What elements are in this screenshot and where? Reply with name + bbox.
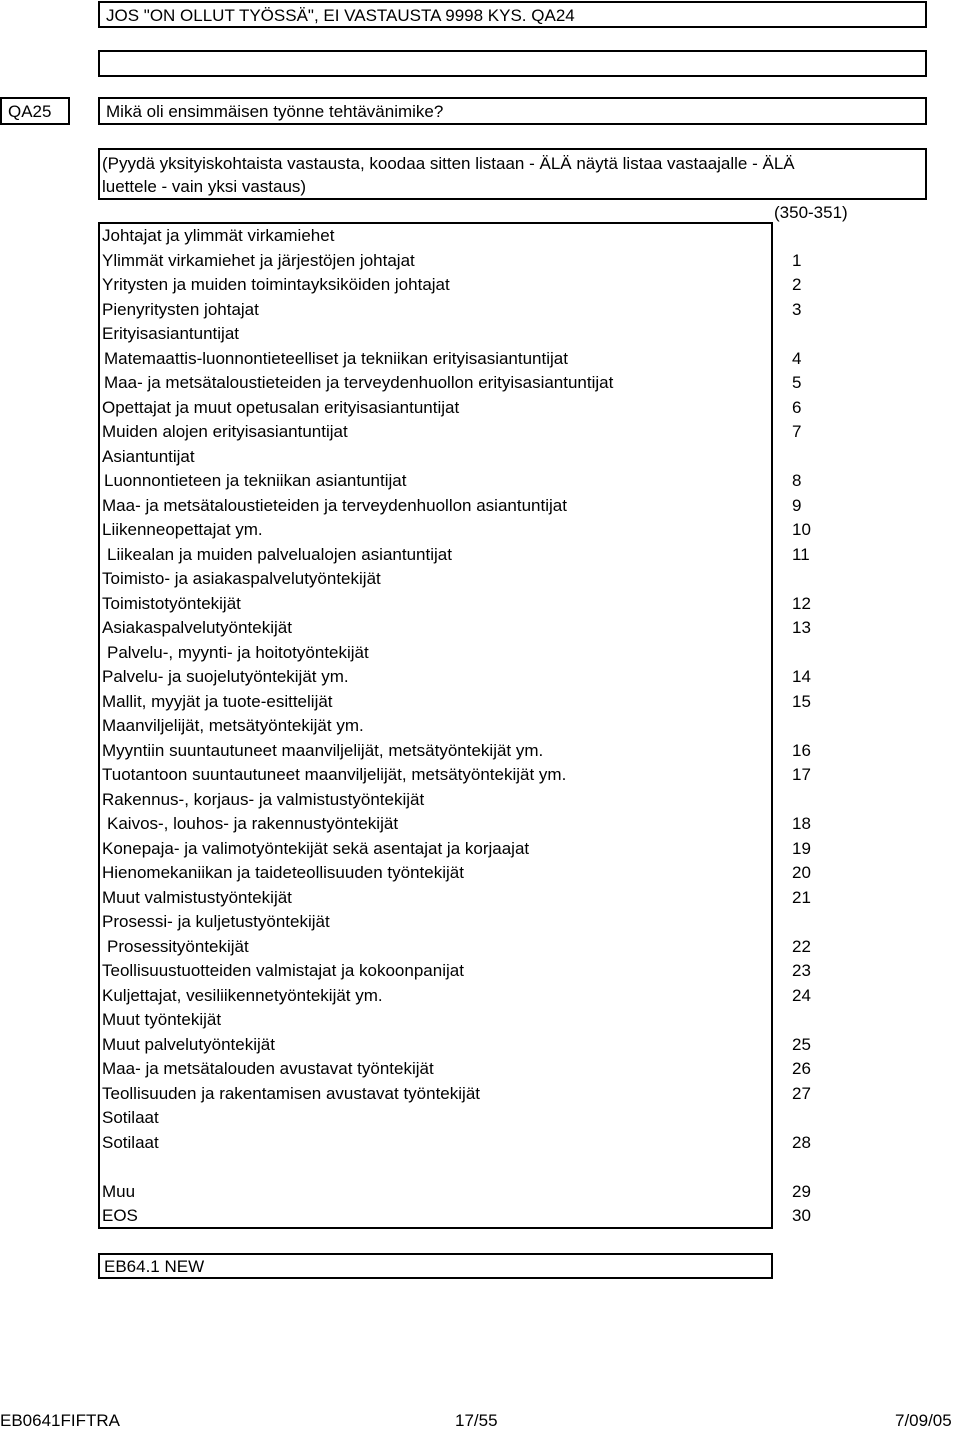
list-item	[98, 224, 960, 248]
item-code: 28	[792, 1132, 811, 1152]
empty-box	[98, 50, 927, 77]
footer-page-number: 17/55	[455, 1411, 498, 1430]
item-label: Prosessi- ja kuljetustyöntekijät	[102, 912, 330, 931]
item-code: 9	[792, 495, 802, 515]
item-label: Teollisuustuotteiden valmistajat ja kokoonpanijat	[102, 961, 464, 980]
item-label: Muiden alojen erityisasiantuntijat	[102, 422, 348, 441]
item-code: 1	[792, 250, 802, 270]
item-code: 18	[792, 814, 811, 833]
item-code: 24	[792, 985, 811, 1005]
item-label: Opettajat ja muut opetusalan erityisasiantuntijat	[102, 397, 460, 417]
list-item	[98, 518, 960, 542]
item-label: Muut valmistustyöntekijät	[102, 887, 292, 907]
item-label: Pienyritysten johtajat	[102, 299, 259, 319]
list-item	[98, 665, 960, 689]
item-label: Liikenneopettajat ym.	[102, 520, 263, 539]
list-item	[98, 1057, 960, 1081]
footer-date: 7/09/05	[895, 1411, 952, 1430]
item-code: 8	[792, 471, 802, 490]
list-item	[98, 396, 960, 420]
item-code: 30	[792, 1206, 811, 1225]
item-label: Johtajat ja ylimmät virkamiehet	[102, 226, 335, 245]
item-label: Yritysten ja muiden toimintayksiköiden johtajat	[102, 275, 450, 294]
item-label: Myyntiin suuntautuneet maanviljelijät, metsätyöntekijät ym.	[102, 740, 544, 760]
item-code: 5	[792, 373, 802, 392]
list-item	[98, 763, 960, 787]
item-label: Maa- ja metsätaloustieteiden ja terveydenhuollon erityisasiantuntijat	[104, 373, 614, 392]
item-label: Mallit, myyjät ja tuote-esittelijät	[102, 691, 333, 711]
instruction-box	[98, 148, 927, 200]
item-code: 27	[792, 1083, 811, 1103]
list-item	[98, 910, 960, 934]
item-label: Sotilaat	[102, 1132, 159, 1152]
code-list	[98, 224, 960, 1228]
item-label: Sotilaat	[102, 1108, 159, 1127]
list-item	[98, 1131, 960, 1155]
list-item	[98, 812, 960, 836]
item-code: 25	[792, 1034, 811, 1054]
item-code: 19	[792, 838, 811, 858]
item-label: Palvelu-, myynti- ja hoitotyöntekijät	[107, 642, 369, 662]
list-item	[98, 714, 960, 738]
list-item	[98, 469, 960, 493]
item-label: Hienomekaniikan ja taideteollisuuden työntekijät	[102, 863, 464, 882]
item-code: 11	[792, 544, 810, 564]
list-item	[98, 837, 960, 861]
list-item	[98, 1204, 960, 1228]
question-id-box	[0, 97, 70, 125]
item-code: 29	[792, 1181, 811, 1201]
item-code: 21	[792, 887, 811, 907]
list-item	[98, 347, 960, 371]
list-item	[98, 739, 960, 763]
item-label: Konepaja- ja valimotyöntekijät sekä asentajat ja korjaajat	[102, 838, 530, 858]
list-item	[98, 371, 960, 395]
item-label: Tuotantoon suuntautuneet maanviljelijät, metsätyöntekijät ym.	[102, 765, 567, 784]
list-item	[98, 616, 960, 640]
question-id: QA25	[8, 102, 52, 121]
routing-text: JOS "ON OLLUT TYÖSSÄ", EI VASTAUSTA 9998 KYS. QA24	[106, 6, 575, 25]
item-code: 7	[792, 422, 802, 441]
source-note-box	[98, 1253, 773, 1279]
list-item	[98, 543, 960, 567]
item-label: Asiakaspalvelutyöntekijät	[102, 618, 292, 637]
item-label: Muu	[102, 1181, 136, 1201]
list-item	[98, 788, 960, 812]
item-label: Maa- ja metsätalouden avustavat työntekijät	[102, 1059, 434, 1078]
list-item	[98, 249, 960, 273]
question-text: Mikä oli ensimmäisen työnne tehtävänimike?	[106, 102, 444, 121]
footer-doc-id: EB0641FIFTRA	[0, 1411, 120, 1430]
list-item	[98, 420, 960, 444]
list-item	[98, 273, 960, 297]
item-code: 6	[792, 397, 802, 417]
list-item	[98, 1033, 960, 1057]
item-label: Luonnontieteen ja tekniikan asiantuntijat	[104, 471, 407, 490]
question-text-box	[98, 97, 927, 125]
routing-box	[98, 1, 927, 28]
item-code: 13	[792, 618, 811, 637]
list-item	[98, 567, 960, 591]
item-label: EOS	[102, 1206, 138, 1225]
item-label: Kuljettajat, vesiliikennetyöntekijät ym.	[102, 985, 383, 1005]
item-code: 3	[792, 299, 802, 319]
list-item	[98, 1106, 960, 1130]
list-item	[98, 494, 960, 518]
item-label: Erityisasiantuntijat	[102, 324, 240, 343]
item-code: 14	[792, 667, 811, 686]
item-label: Asiantuntijat	[102, 446, 195, 466]
item-label: Matemaattis-luonnontieteelliset ja tekniikan erityisasiantuntijat	[104, 348, 568, 368]
item-code: 15	[792, 691, 811, 711]
list-item	[98, 935, 960, 959]
item-label: Prosessityöntekijät	[107, 936, 249, 956]
column-reference: (350-351)	[774, 203, 848, 222]
list-item	[98, 298, 960, 322]
item-label: Maanviljelijät, metsätyöntekijät ym.	[102, 716, 364, 735]
list-item	[98, 1008, 960, 1032]
list-item	[98, 592, 960, 616]
list-item	[98, 641, 960, 665]
item-label: Rakennus-, korjaus- ja valmistustyöntekijät	[102, 789, 425, 809]
list-item	[98, 886, 960, 910]
item-label: Kaivos-, louhos- ja rakennustyöntekijät	[107, 814, 399, 833]
list-item	[98, 690, 960, 714]
list-item	[98, 984, 960, 1008]
item-label: Muut palvelutyöntekijät	[102, 1034, 275, 1054]
instruction-line-2: luettele - vain yksi vastaus)	[102, 177, 307, 196]
item-code: 10	[792, 520, 811, 539]
item-code: 22	[792, 936, 811, 956]
item-code: 12	[792, 593, 811, 613]
instruction-line-1: (Pyydä yksityiskohtaista vastausta, koodaa sitten listaan - ÄLÄ näytä listaa vastaajalle - ÄLÄ	[102, 154, 795, 173]
item-label: Muut työntekijät	[102, 1010, 222, 1029]
list-item	[98, 445, 960, 469]
item-label: Ylimmät virkamiehet ja järjestöjen johtajat	[102, 250, 415, 270]
source-note: EB64.1 NEW	[104, 1257, 205, 1276]
item-label: Toimistotyöntekijät	[102, 593, 241, 613]
list-item	[98, 1155, 960, 1179]
item-label: Maa- ja metsätaloustieteiden ja terveydenhuollon asiantuntijat	[102, 495, 567, 515]
item-label: Palvelu- ja suojelutyöntekijät ym.	[102, 667, 349, 686]
list-item	[98, 861, 960, 885]
list-item	[98, 322, 960, 346]
item-code: 23	[792, 961, 811, 980]
item-code: 2	[792, 275, 802, 294]
list-item	[98, 1082, 960, 1106]
item-code: 17	[792, 765, 811, 784]
list-item	[98, 1180, 960, 1204]
item-code: 4	[792, 348, 802, 368]
item-code: 20	[792, 863, 811, 882]
item-label: Toimisto- ja asiakaspalvelutyöntekijät	[102, 569, 381, 588]
item-label: Liikealan ja muiden palvelualojen asiantuntijat	[107, 544, 452, 564]
item-label: Teollisuuden ja rakentamisen avustavat työntekijät	[102, 1083, 480, 1103]
item-code: 16	[792, 740, 811, 760]
list-item	[98, 959, 960, 983]
item-code: 26	[792, 1059, 811, 1078]
